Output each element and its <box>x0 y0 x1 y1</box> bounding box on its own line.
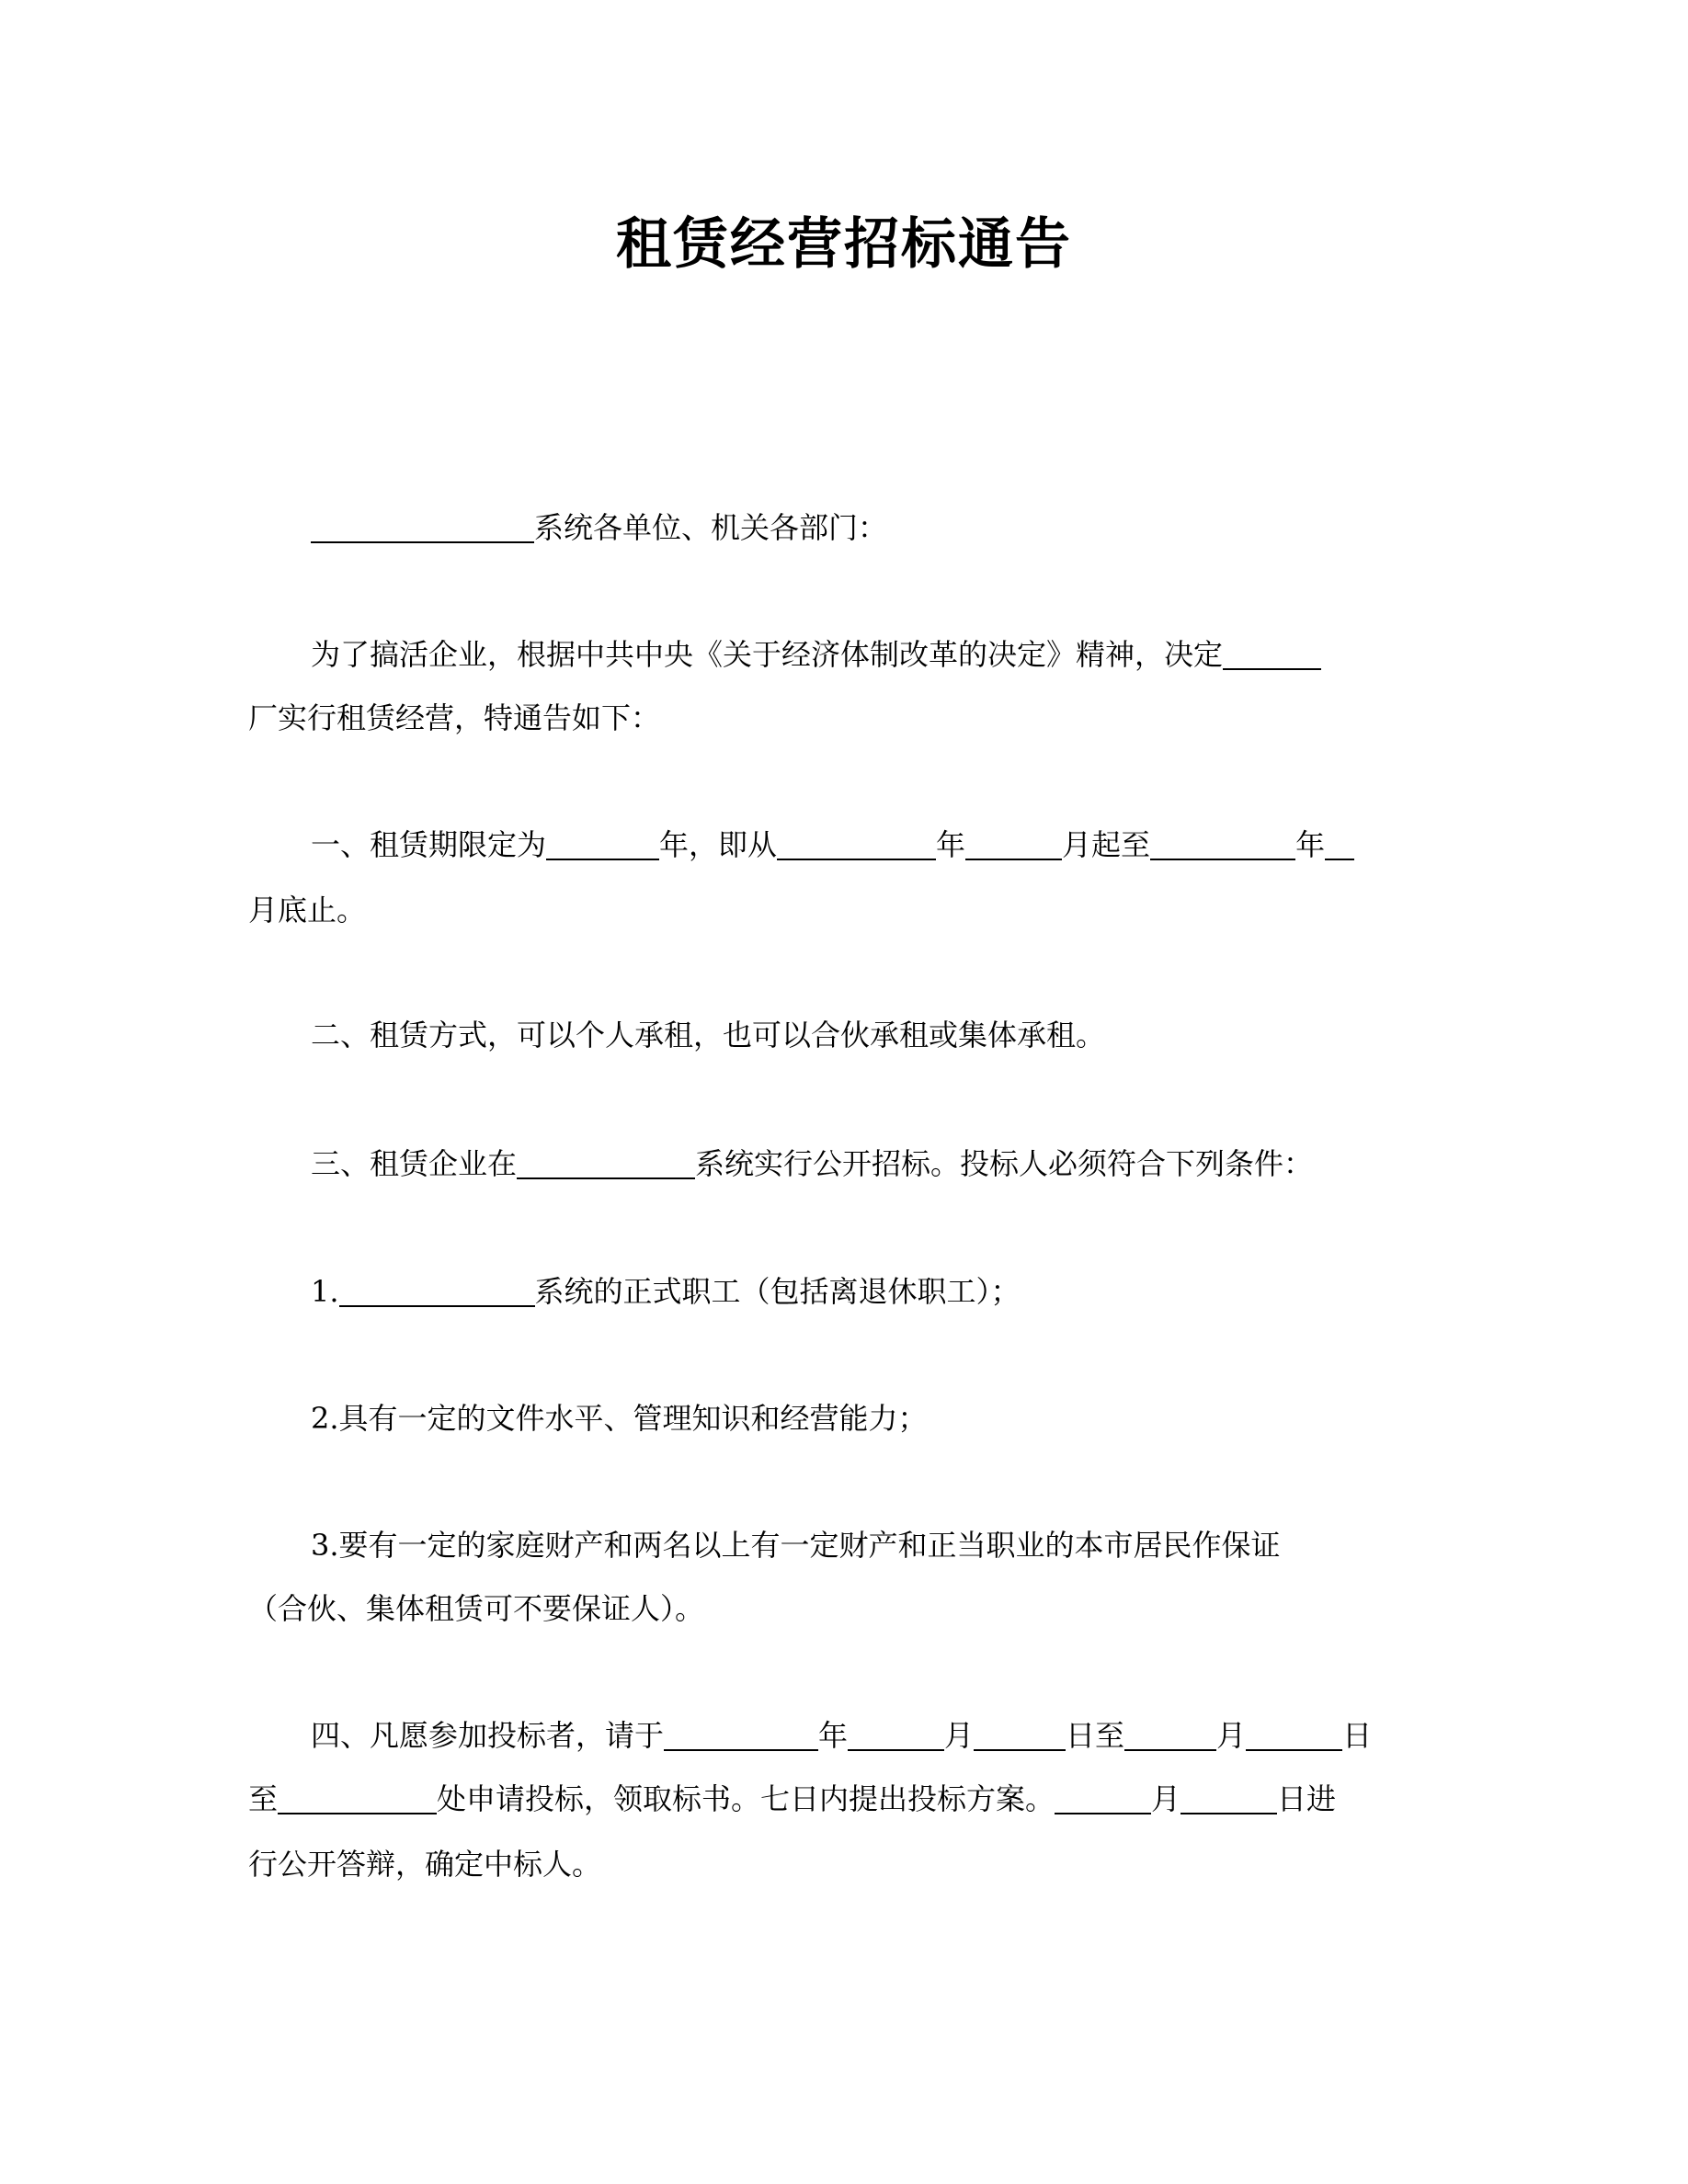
text: 年，即从 <box>659 827 778 862</box>
item2-line <box>311 1015 1427 1055</box>
text: 日进 <box>1277 1781 1337 1816</box>
text: 月 <box>944 1718 975 1753</box>
text: 系统实行公开招标。投标人必须符合下列条件： <box>695 1146 1314 1181</box>
text: 处申请投标，领取标书。七日内提出投标方案。 <box>437 1781 1055 1816</box>
text: 年 <box>818 1718 849 1753</box>
intro-line-2 <box>248 698 1427 738</box>
blank-field <box>1124 1722 1216 1751</box>
intro-text: 为了搞活企业，根据中共中央《关于经济体制改革的决定》精神，决定 <box>311 637 1224 672</box>
blank-field <box>278 1785 437 1814</box>
text: 年 <box>936 827 966 862</box>
text: 至 <box>248 1781 279 1816</box>
condition-1 <box>311 1271 1427 1312</box>
blank-field <box>311 514 534 543</box>
text: 四、凡愿参加投标者，请于 <box>311 1718 665 1753</box>
text: 3.要有一定的家庭财产和两名以上有一定财产和正当职业的本市居民作保证 <box>311 1528 1281 1563</box>
text: 年 <box>1295 827 1326 862</box>
blank-field <box>546 831 659 860</box>
text: 一、租赁期限定为 <box>311 827 547 862</box>
intro-text: 厂实行租赁经营，特通告如下： <box>248 700 661 735</box>
item4-line-3 <box>248 1844 1427 1884</box>
item1-line-1 <box>311 825 1427 865</box>
condition-3-line-2 <box>248 1588 1427 1629</box>
blank-field <box>965 831 1062 860</box>
salutation-line <box>311 507 1427 548</box>
blank-field <box>974 1722 1066 1751</box>
blank-field <box>517 1150 695 1179</box>
text: （合伙、集体租赁可不要保证人）。 <box>248 1591 705 1626</box>
text: 二、租赁方式，可以个人承租，也可以合伙承租或集体承租。 <box>311 1018 1106 1052</box>
blank-field <box>664 1722 818 1751</box>
text: 行公开答辩，确定中标人。 <box>248 1847 602 1882</box>
item4-line-1 <box>311 1715 1427 1756</box>
text: 日 <box>1342 1718 1373 1753</box>
blank-field <box>339 1278 535 1307</box>
text: 系统的正式职工（包括离退休职工）； <box>534 1274 1021 1309</box>
text: 1. <box>311 1274 339 1309</box>
item4-line-2 <box>248 1779 1427 1819</box>
blank-field <box>1055 1785 1151 1814</box>
intro-line-1 <box>311 634 1427 675</box>
document-title: 租赁经营招标通告 <box>616 212 1072 277</box>
text: 月 <box>1216 1718 1247 1753</box>
text: 日至 <box>1066 1718 1125 1753</box>
blank-field <box>777 831 936 860</box>
text: 月 <box>1151 1781 1181 1816</box>
salutation-text: 系统各单位、机关各部门： <box>534 510 888 545</box>
blank-field <box>1325 831 1354 860</box>
item1-line-2 <box>248 890 1427 930</box>
blank-field <box>1246 1722 1342 1751</box>
item3-line <box>311 1143 1427 1184</box>
blank-field <box>1180 1785 1277 1814</box>
text: 2.具有一定的文件水平、管理知识和经营能力； <box>311 1401 928 1436</box>
text: 三、租赁企业在 <box>311 1146 518 1181</box>
blank-field <box>1223 641 1321 670</box>
condition-2 <box>311 1398 1427 1439</box>
blank-field <box>1150 831 1295 860</box>
text: 月起至 <box>1062 827 1151 862</box>
blank-field <box>848 1722 944 1751</box>
text: 月底止。 <box>248 893 367 927</box>
condition-3-line-1 <box>311 1525 1427 1565</box>
